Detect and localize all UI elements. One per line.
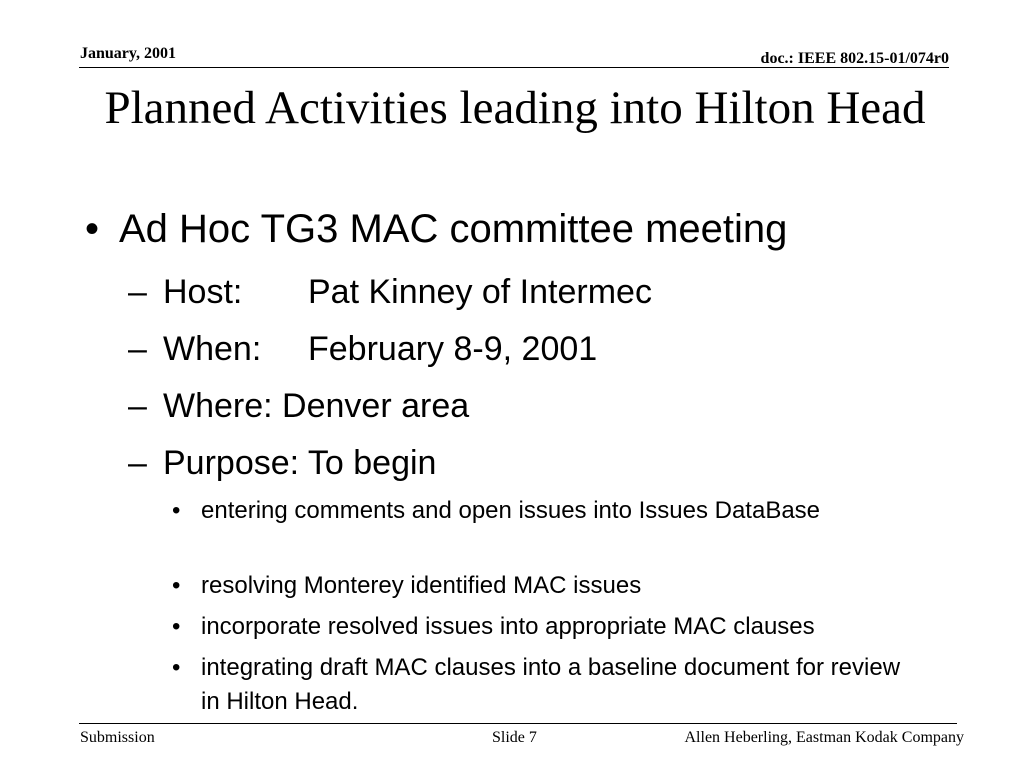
purpose-item-text: resolving Monterey identified MAC issues [201,572,642,599]
main-bullet-text: Ad Hoc TG3 MAC committee meeting [119,207,788,251]
bullet-icon: • [172,497,181,524]
dash-icon: – [128,330,147,368]
host-label: Host: [163,273,243,311]
footer-submission: Submission [80,729,155,746]
bullet-icon: • [172,572,181,599]
dash-icon: – [128,444,147,482]
dash-icon: – [128,273,147,311]
footer-slide-number: Slide 7 [492,729,537,746]
bullet-icon: • [172,654,181,681]
purpose-item-text: entering comments and open issues into Issues DataBase [201,497,821,524]
bullet-icon: • [172,613,181,640]
header-date: January, 2001 [80,45,177,62]
slide-title: Planned Activities leading into Hilton Head [104,82,926,134]
when-label: When: [163,330,262,368]
purpose-text: Purpose: To begin [163,444,437,482]
header-doc-id: doc.: IEEE 802.15-01/074r0 [760,50,949,67]
footer-author: Allen Heberling, Eastman Kodak Company [684,729,964,746]
bullet-icon: • [85,207,100,251]
header-divider [79,67,949,68]
where-text: Where: Denver area [163,387,470,425]
dash-icon: – [128,387,147,425]
purpose-item-text: integrating draft MAC clauses into a baseline document for review in Hilton Head. [201,654,901,715]
footer-divider [79,723,957,724]
purpose-item-text: incorporate resolved issues into appropriate MAC clauses [201,613,815,640]
host-value: Pat Kinney of Intermec [308,273,652,311]
when-value: February 8-9, 2001 [308,330,598,368]
